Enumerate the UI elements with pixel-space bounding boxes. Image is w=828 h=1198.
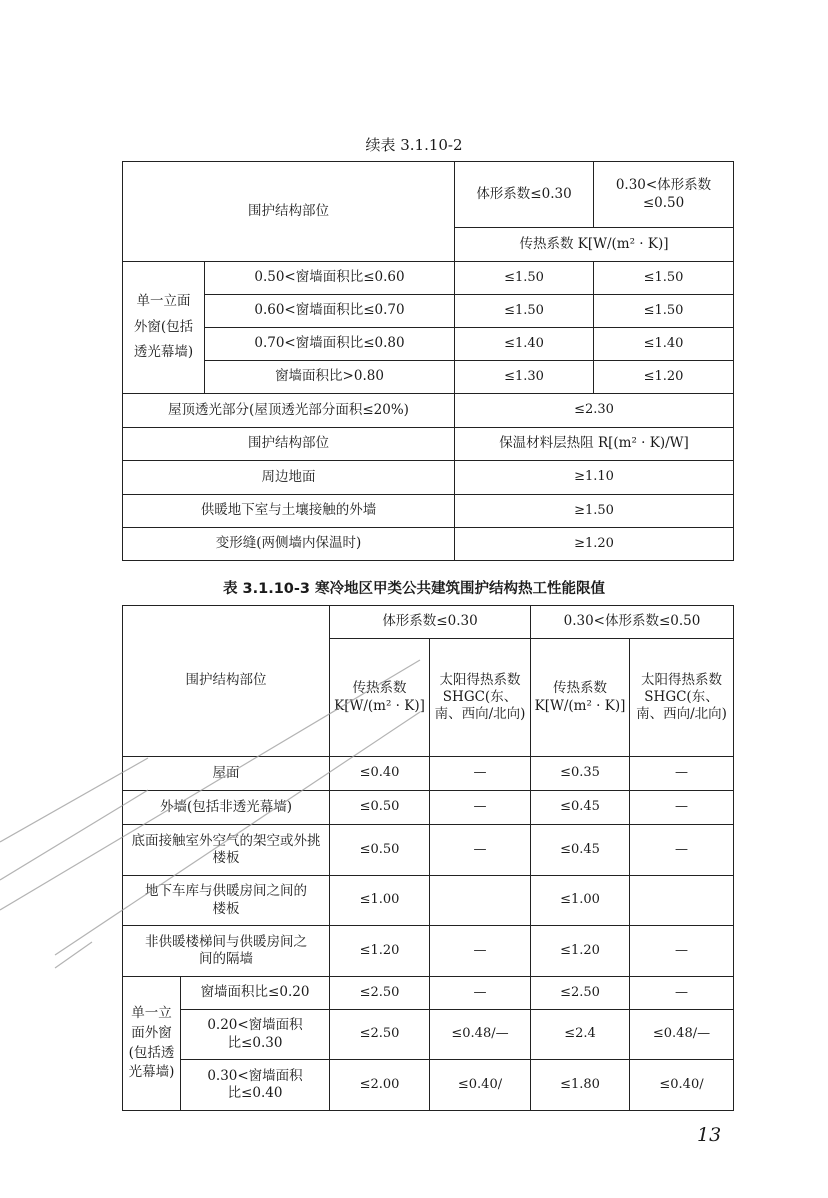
t1-window-group-label: 单一立面外窗(包括透光幕墙) [123, 262, 205, 394]
table1 [122, 161, 734, 561]
t1-header-col1: 体形系数≤0.30 [455, 162, 594, 228]
t1-window-row-v2: ≤1.40 [594, 328, 734, 361]
t1-window-row-v2: ≤1.50 [594, 295, 734, 328]
t1-window-row-v1: ≤1.50 [455, 295, 594, 328]
t2-window-row-label: 0.30<窗墙面积比≤0.40 [181, 1060, 330, 1111]
t2-row-s1: — [430, 791, 531, 825]
t1-window-row-v1: ≤1.50 [455, 262, 594, 295]
t2-window-row-k1: ≤2.50 [330, 977, 430, 1010]
t2-row-s2 [630, 876, 734, 926]
t1-header2-value: 保温材料层热阻 R[(m² · K)/W] [455, 428, 734, 461]
t1-header-col2: 0.30<体形系数≤0.50 [594, 162, 734, 228]
t2-header-k1: 传热系数 K[W/(m² · K)] [330, 639, 430, 757]
t2-window-row-label: 0.20<窗墙面积比≤0.30 [181, 1010, 330, 1060]
t2-header-k2: 传热系数 K[W/(m² · K)] [531, 639, 630, 757]
t2-row-label: 外墙(包括非透光幕墙) [123, 791, 330, 825]
t2-window-row-s2: — [630, 977, 734, 1010]
t2-row-s2: — [630, 825, 734, 876]
t2-window-group-label: 单一立面外窗(包括透光幕墙) [123, 977, 181, 1111]
t2-row-s1 [430, 876, 531, 926]
t1-row2-label: 变形缝(两侧墙内保温时) [123, 528, 455, 561]
t2-row-k2: ≤0.45 [531, 825, 630, 876]
t2-window-row-k2: ≤1.80 [531, 1060, 630, 1111]
t1-header2-part: 围护结构部位 [123, 428, 455, 461]
t1-row2-label: 周边地面 [123, 461, 455, 495]
t1-window-row-v1: ≤1.40 [455, 328, 594, 361]
t1-header-sub: 传热系数 K[W/(m² · K)] [455, 228, 734, 262]
t2-header-part: 围护结构部位 [123, 606, 330, 757]
t2-header-group1: 体形系数≤0.30 [330, 606, 531, 639]
t1-header-part: 围护结构部位 [123, 162, 455, 262]
t2-row-label: 地下车库与供暖房间之间的楼板 [123, 876, 330, 926]
t1-roof-label: 屋顶透光部分(屋顶透光部分面积≤20%) [123, 394, 455, 428]
t2-row-s1: — [430, 757, 531, 791]
t1-window-row-v2: ≤1.20 [594, 361, 734, 394]
t2-row-k2: ≤0.45 [531, 791, 630, 825]
t2-header-shgc1: 太阳得热系数 SHGC(东、南、西向/北向) [430, 639, 531, 757]
t2-window-row-s1: ≤0.48/— [430, 1010, 531, 1060]
t2-row-s2: — [630, 791, 734, 825]
t2-row-s1: — [430, 926, 531, 977]
t2-window-row-k2: ≤2.50 [531, 977, 630, 1010]
t2-window-row-label: 窗墙面积比≤0.20 [181, 977, 330, 1010]
t1-window-row-label: 0.70<窗墙面积比≤0.80 [205, 328, 455, 361]
t1-window-row-v1: ≤1.30 [455, 361, 594, 394]
t2-row-label: 屋面 [123, 757, 330, 791]
table1-caption: 续表 3.1.10-2 [365, 136, 463, 154]
page-number: 13 [697, 1124, 722, 1146]
t2-row-k2: ≤0.35 [531, 757, 630, 791]
t2-row-k2: ≤1.20 [531, 926, 630, 977]
t1-row2-value: ≥1.50 [455, 495, 734, 528]
t1-roof-value: ≤2.30 [455, 394, 734, 428]
t2-row-k1: ≤0.50 [330, 791, 430, 825]
t2-header-group2: 0.30<体形系数≤0.50 [531, 606, 734, 639]
t2-row-k1: ≤0.50 [330, 825, 430, 876]
t2-row-k2: ≤1.00 [531, 876, 630, 926]
t2-header-shgc2: 太阳得热系数 SHGC(东、南、西向/北向) [630, 639, 734, 757]
t2-row-label: 底面接触室外空气的架空或外挑楼板 [123, 825, 330, 876]
t2-window-row-k1: ≤2.00 [330, 1060, 430, 1111]
t2-window-row-k2: ≤2.4 [531, 1010, 630, 1060]
table2 [122, 605, 734, 1111]
t2-row-k1: ≤1.00 [330, 876, 430, 926]
t1-window-row-label: 0.60<窗墙面积比≤0.70 [205, 295, 455, 328]
t1-row2-label: 供暖地下室与土壤接触的外墙 [123, 495, 455, 528]
table2-caption: 表 3.1.10-3 寒冷地区甲类公共建筑围护结构热工性能限值 [222, 581, 606, 597]
t2-window-row-k1: ≤2.50 [330, 1010, 430, 1060]
t2-row-k1: ≤0.40 [330, 757, 430, 791]
t1-row2-value: ≥1.10 [455, 461, 734, 495]
t2-row-s2: — [630, 757, 734, 791]
t1-window-row-label: 0.50<窗墙面积比≤0.60 [205, 262, 455, 295]
t1-row2-value: ≥1.20 [455, 528, 734, 561]
t1-window-row-label: 窗墙面积比>0.80 [205, 361, 455, 394]
t2-window-row-s2: ≤0.48/— [630, 1010, 734, 1060]
t2-window-row-s1: ≤0.40/ [430, 1060, 531, 1111]
t2-row-s2: — [630, 926, 734, 977]
t2-window-row-s1: — [430, 977, 531, 1010]
t2-window-row-s2: ≤0.40/ [630, 1060, 734, 1111]
t2-row-s1: — [430, 825, 531, 876]
t2-row-label: 非供暖楼梯间与供暖房间之间的隔墙 [123, 926, 330, 977]
t1-window-row-v2: ≤1.50 [594, 262, 734, 295]
t2-row-k1: ≤1.20 [330, 926, 430, 977]
